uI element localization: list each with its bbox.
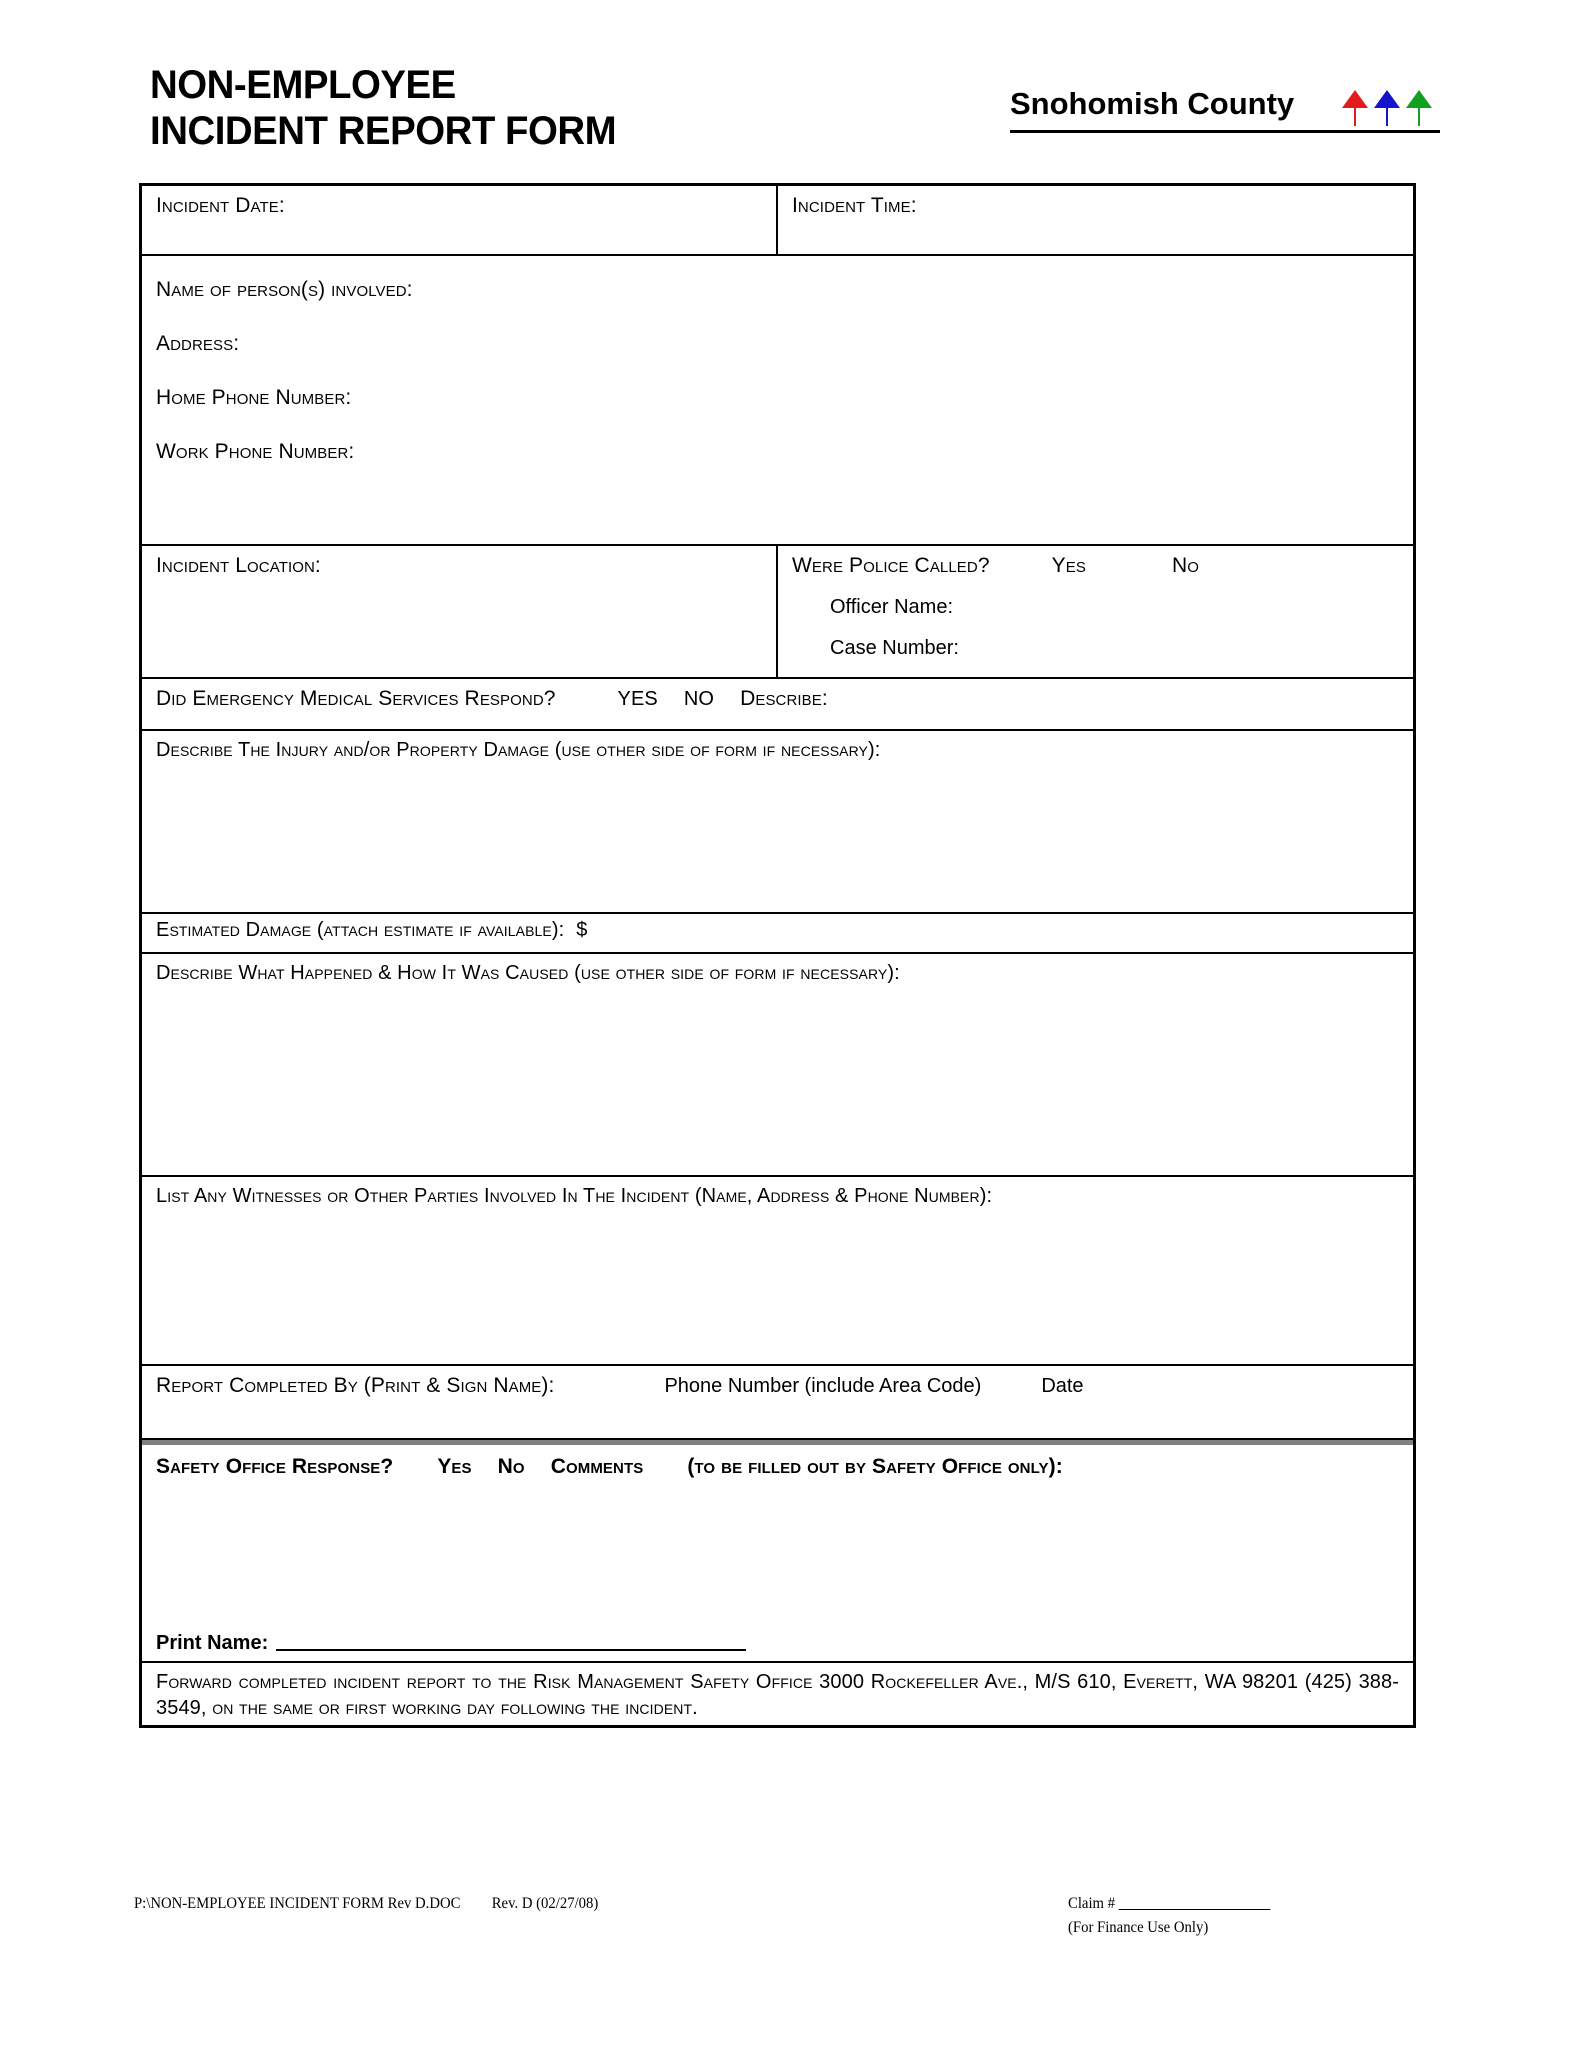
title-line-2: INCIDENT REPORT FORM <box>150 109 617 153</box>
arrow-green <box>1406 90 1432 126</box>
phone-number-label: Phone Number (include Area Code) <box>664 1375 982 1397</box>
print-name-input[interactable] <box>276 1649 746 1651</box>
incident-date-label: Incident Date: <box>156 194 285 217</box>
row-describe-injury <box>142 731 1413 914</box>
three-arrows-icon <box>1338 82 1438 126</box>
describe-injury-label: Describe The Injury and/or Property Damage (use other side of form if necessary): <box>156 739 881 761</box>
field-forward-instructions <box>142 1663 1413 1725</box>
ems-describe-label: Describe: <box>740 687 828 710</box>
field-incident-location[interactable] <box>142 546 778 677</box>
row-report-completed-by <box>142 1366 1413 1440</box>
describe-happened-label: Describe What Happened & How It Was Caused (use other side of form if necessary): <box>156 962 900 984</box>
safety-yes-option[interactable]: Yes <box>437 1455 472 1478</box>
logo-underline-rule <box>1010 130 1440 133</box>
field-incident-date[interactable] <box>142 186 778 254</box>
name-of-persons-label: Name of person(s) involved: <box>156 278 413 301</box>
footer-file-info <box>134 1895 598 1913</box>
forward-instructions-text: Forward completed incident report to the Risk Management Safety Office 3000 Rockefeller Ave., M/S 610, Everett, WA 98201 (425) 388-3549, on the same or first working day following the incident. <box>156 1671 1399 1719</box>
footer-revision: Rev. D (02/27/08) <box>491 1895 599 1912</box>
report-completed-line <box>156 1374 1399 1398</box>
police-yes-option[interactable]: Yes <box>1051 554 1086 577</box>
arrow-red <box>1342 90 1368 126</box>
row-describe-happened <box>142 954 1413 1177</box>
row-safety-office-response <box>142 1440 1413 1663</box>
estimated-damage-label: Estimated Damage (attach estimate if available): <box>156 919 565 941</box>
safety-office-response-label: Safety Office Response? <box>156 1455 394 1478</box>
print-name-row <box>156 1632 746 1655</box>
work-phone-label: Work Phone Number: <box>156 440 355 463</box>
field-incident-time[interactable] <box>778 186 1413 254</box>
row-location-police <box>142 546 1413 679</box>
address-label: Address: <box>156 332 240 355</box>
ems-no-option[interactable]: NO <box>683 688 715 710</box>
incident-location-label: Incident Location: <box>156 554 321 577</box>
police-no-option[interactable]: No <box>1171 554 1199 577</box>
field-describe-happened[interactable] <box>142 954 1413 1175</box>
row-forward-instructions <box>142 1663 1413 1725</box>
title-line-1: NON-EMPLOYEE <box>150 63 456 107</box>
row-estimated-damage <box>142 914 1413 954</box>
safety-only-note: (to be filled out by Safety Office only): <box>687 1455 1063 1478</box>
incident-report-form <box>139 183 1416 1728</box>
page-title <box>150 62 616 154</box>
print-name-label: Print Name: <box>156 1632 269 1654</box>
ems-label: Did Emergency Medical Services Respond? <box>156 687 556 710</box>
date-label: Date <box>1041 1375 1084 1397</box>
currency-symbol: $ <box>576 919 588 941</box>
officer-name-label: Officer Name: <box>830 596 953 618</box>
police-called-line <box>792 554 1399 578</box>
claim-number-label: Claim # <box>1068 1895 1116 1912</box>
county-name: Snohomish County <box>1010 86 1295 121</box>
field-person-info[interactable] <box>142 256 1413 544</box>
arrow-blue <box>1374 90 1400 126</box>
estimated-damage-line <box>156 919 1399 942</box>
ems-line <box>156 687 1399 711</box>
incident-time-label: Incident Time: <box>792 194 917 217</box>
report-completed-by-label: Report Completed By (Print & Sign Name): <box>156 1374 555 1397</box>
claim-number-input[interactable] <box>1119 1909 1271 1910</box>
row-incident-datetime <box>142 186 1413 256</box>
county-logo <box>1010 80 1440 148</box>
safety-no-option[interactable]: No <box>497 1455 525 1478</box>
finance-use-note: (For Finance Use Only) <box>1068 1919 1209 1936</box>
row-ems-respond <box>142 679 1413 731</box>
safety-comments-label: Comments <box>550 1455 644 1478</box>
case-number-label: Case Number: <box>830 637 959 659</box>
ems-yes-option[interactable]: YES <box>617 688 658 710</box>
footer-claim-block <box>1068 1895 1271 1937</box>
form-header <box>140 62 1440 180</box>
field-ems-respond[interactable] <box>142 679 1413 729</box>
home-phone-label: Home Phone Number: <box>156 386 352 409</box>
field-describe-injury[interactable] <box>142 731 1413 912</box>
field-report-completed-by[interactable] <box>142 1366 1413 1438</box>
field-safety-office-response[interactable] <box>142 1445 1413 1661</box>
footer-file-path: P:\NON-EMPLOYEE INCIDENT FORM Rev D.DOC <box>134 1895 461 1912</box>
page-footer <box>0 1895 1583 2005</box>
field-witnesses[interactable] <box>142 1177 1413 1364</box>
row-witnesses <box>142 1177 1413 1366</box>
police-called-label: Were Police Called? <box>792 554 990 577</box>
field-estimated-damage[interactable] <box>142 914 1413 952</box>
witnesses-label: List Any Witnesses or Other Parties Involved In The Incident (Name, Address & Phone Number): <box>156 1185 993 1207</box>
safety-office-line <box>156 1455 1399 1479</box>
row-person-info <box>142 256 1413 546</box>
field-police-called[interactable] <box>778 546 1413 677</box>
